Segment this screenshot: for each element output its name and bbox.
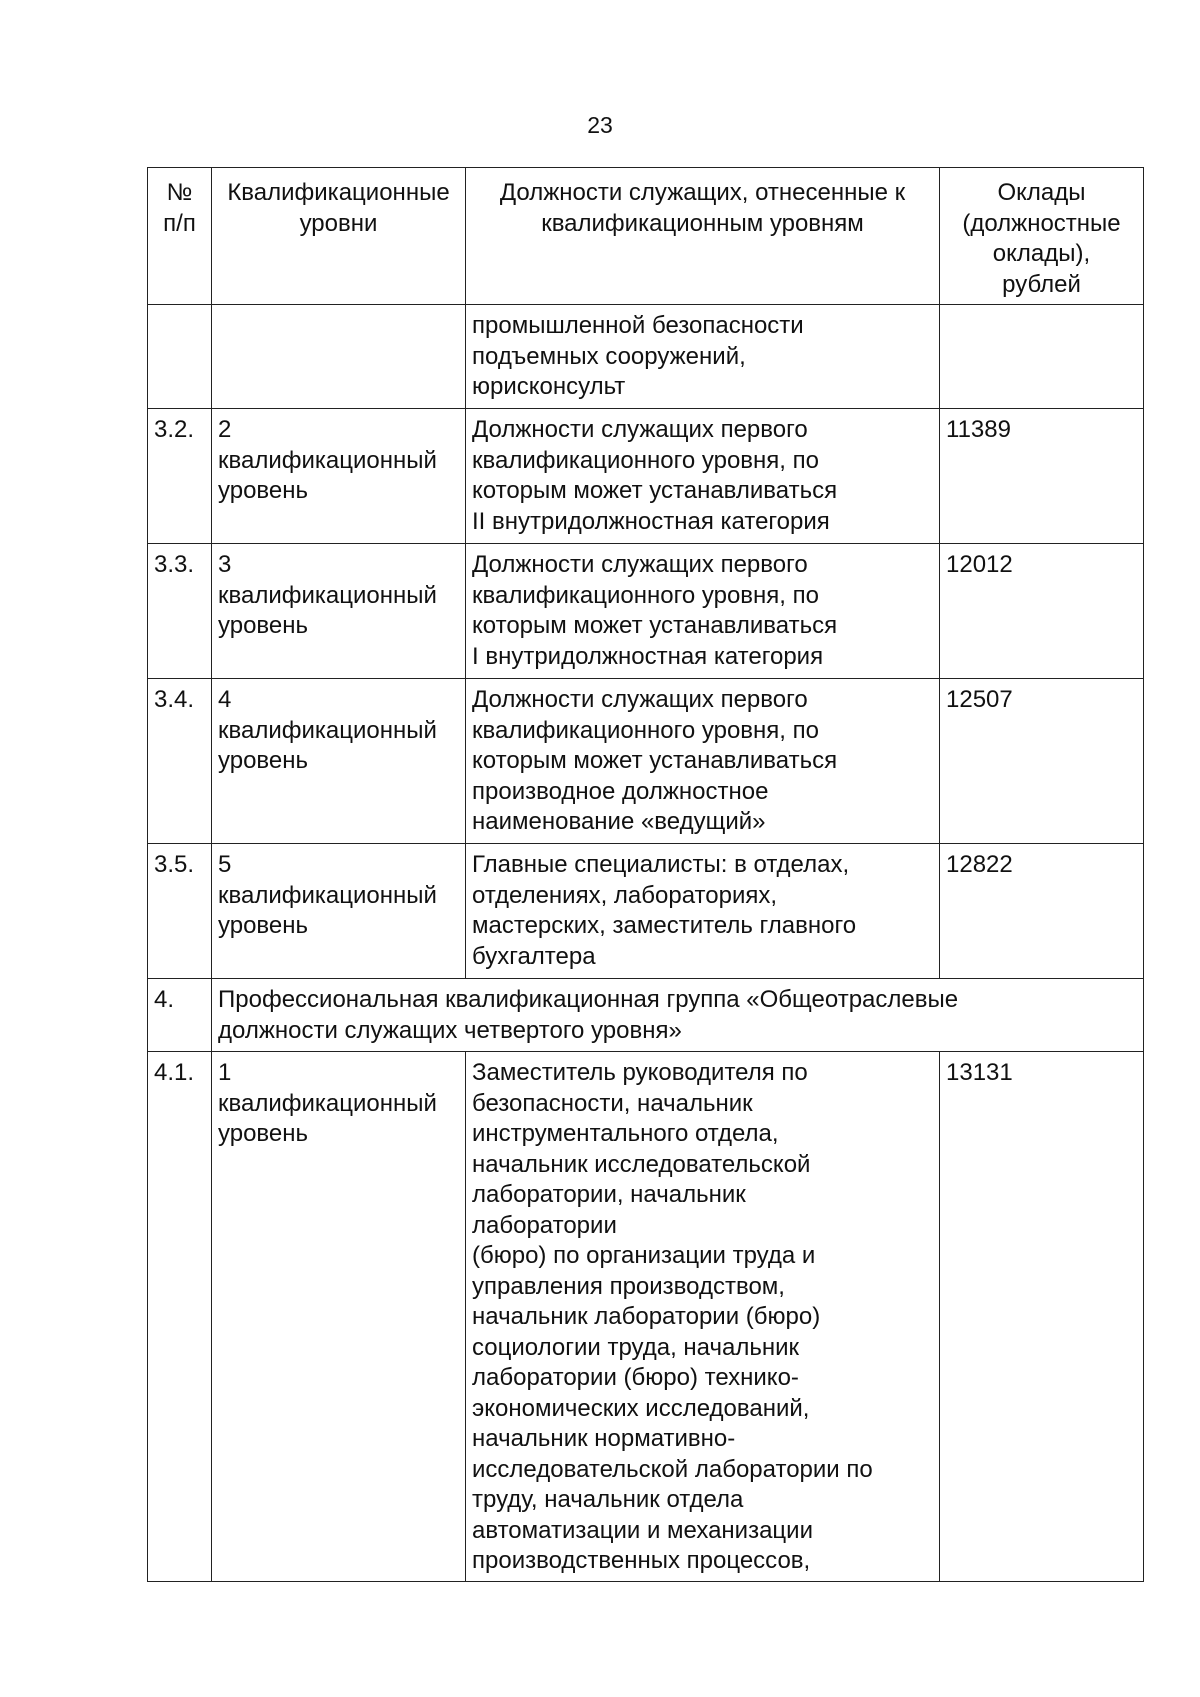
table-row bbox=[148, 1052, 1144, 1582]
group-row bbox=[148, 979, 1144, 1052]
table-row bbox=[148, 844, 1144, 979]
row-number bbox=[148, 305, 212, 409]
row-positions: промышленной безопасности подъемных сооружений, юрисконсульт bbox=[466, 305, 940, 409]
row-number: 4.1. bbox=[148, 1052, 212, 1582]
group-title: Профессиональная квалификационная группа «Общеотраслевые должности служащих четвертого уровня» bbox=[212, 979, 1144, 1052]
row-number: 3.3. bbox=[148, 544, 212, 679]
header-levels: Квалификационные уровни bbox=[212, 168, 466, 305]
row-level bbox=[212, 305, 466, 409]
header-positions: Должности служащих, отнесенные к квалификационным уровням bbox=[466, 168, 940, 305]
row-salary: 13131 bbox=[940, 1052, 1144, 1582]
table-row bbox=[148, 679, 1144, 844]
row-level: 2 квалификационный уровень bbox=[212, 409, 466, 544]
table-header-row bbox=[148, 168, 1144, 305]
row-positions: Должности служащих первого квалификационного уровня, по которым может устанавливаться производное должностное наименование «ведущий» bbox=[466, 679, 940, 844]
row-level: 3 квалификационный уровень bbox=[212, 544, 466, 679]
row-level: 5 квалификационный уровень bbox=[212, 844, 466, 979]
row-level: 1 квалификационный уровень bbox=[212, 1052, 466, 1582]
row-positions: Должности служащих первого квалификационного уровня, по которым может устанавливаться I внутридолжностная категория bbox=[466, 544, 940, 679]
table-row bbox=[148, 305, 1144, 409]
salary-table bbox=[147, 167, 1144, 1582]
header-salary: Оклады (должностные оклады), рублей bbox=[940, 168, 1144, 305]
table-row bbox=[148, 409, 1144, 544]
row-salary: 11389 bbox=[940, 409, 1144, 544]
table-row bbox=[148, 544, 1144, 679]
row-positions: Заместитель руководителя по безопасности, начальник инструментального отдела, начальник исследовательской лаборатории, начальник лаборатории (бюро) по организации труда и управления производством, начальник лаборатории (бюро) социологии труда, начальник лаборатории (бюро) технико- экономических исследований, начальник нормативно- исследовательской лаборатории по труду, начальник отдела автоматизации и механизации производственных процессов, bbox=[466, 1052, 940, 1582]
row-salary: 12012 bbox=[940, 544, 1144, 679]
row-number: 3.5. bbox=[148, 844, 212, 979]
row-positions: Главные специалисты: в отделах, отделениях, лабораториях, мастерских, заместитель главного бухгалтера bbox=[466, 844, 940, 979]
row-salary bbox=[940, 305, 1144, 409]
header-num: № п/п bbox=[148, 168, 212, 305]
row-number: 3.2. bbox=[148, 409, 212, 544]
group-number: 4. bbox=[148, 979, 212, 1052]
page-number: 23 bbox=[587, 112, 613, 138]
row-number: 3.4. bbox=[148, 679, 212, 844]
row-salary: 12507 bbox=[940, 679, 1144, 844]
row-positions: Должности служащих первого квалификационного уровня, по которым может устанавливаться II внутридолжностная категория bbox=[466, 409, 940, 544]
row-level: 4 квалификационный уровень bbox=[212, 679, 466, 844]
row-salary: 12822 bbox=[940, 844, 1144, 979]
